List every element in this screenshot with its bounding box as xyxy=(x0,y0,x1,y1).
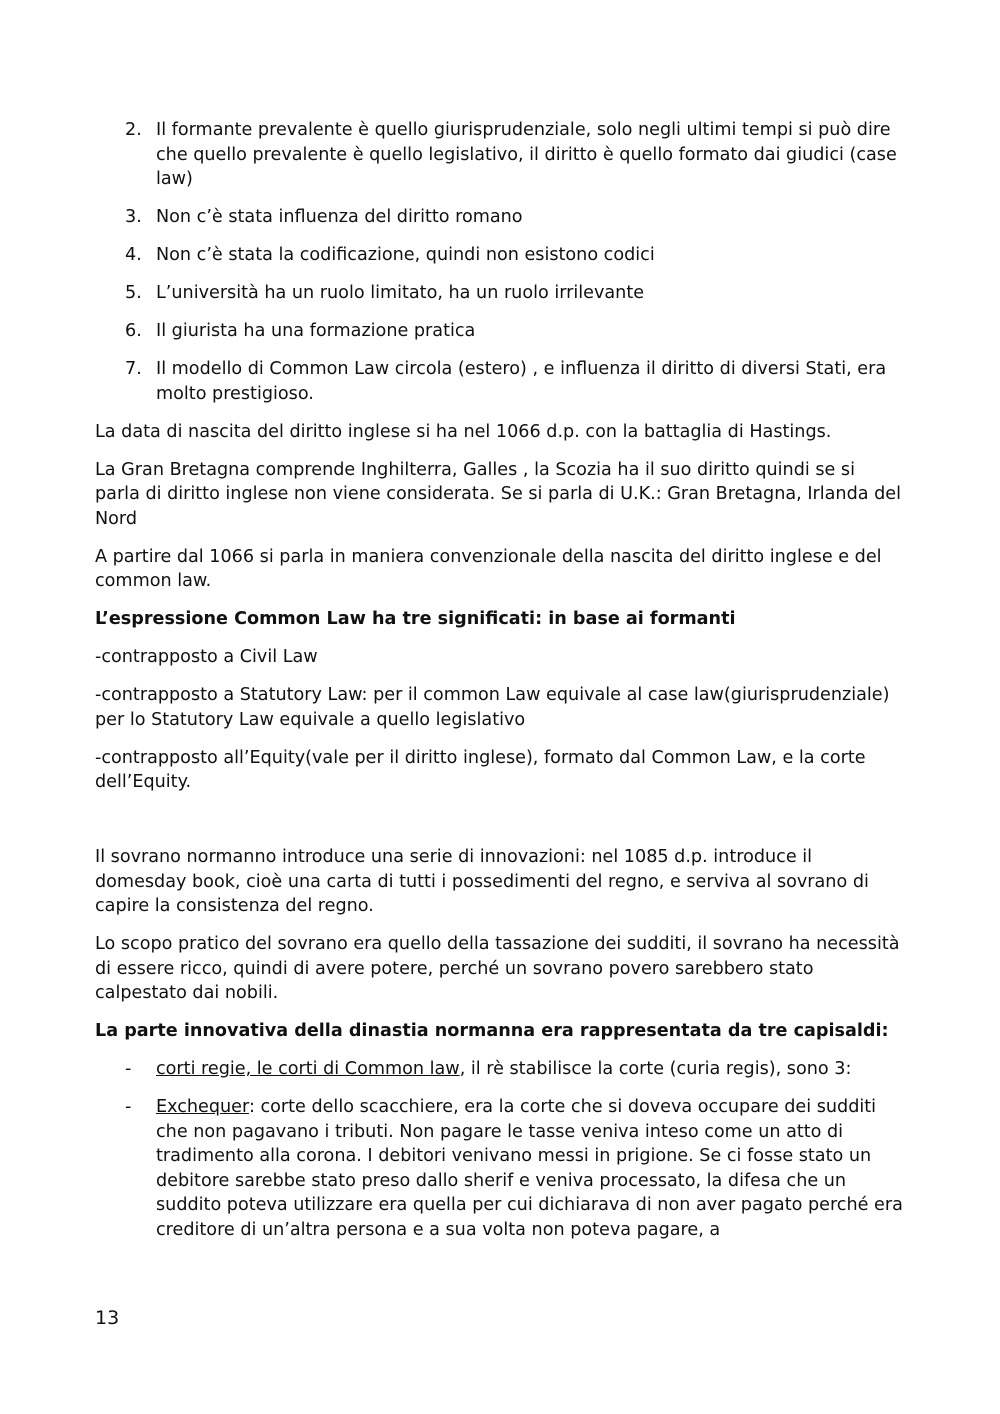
page-content xyxy=(95,118,905,1256)
dash-marker: - xyxy=(125,1097,132,1117)
list-item-text: , il rè stabilisce la corte (curia regis), sono 3: xyxy=(459,1059,852,1079)
paragraph-hastings: La data di nascita del diritto inglese si ha nel 1066 d.p. con la battaglia di Hastings. xyxy=(95,421,832,442)
list-number: 4. xyxy=(125,245,142,265)
list-item xyxy=(95,1057,905,1082)
list-item-text: Il formante prevalente è quello giurisprudenziale, solo negli ultimi tempi si può dire che quello prevalente è quello legislativo, il diritto è quello formato dai giudici (case law) xyxy=(156,120,897,189)
underlined-term: corti regie, le corti di Common law xyxy=(156,1059,460,1079)
list-item-text: Il giurista ha una formazione pratica xyxy=(156,321,476,341)
list-item-text: L’università ha un ruolo limitato, ha un ruolo irrilevante xyxy=(156,283,645,303)
dash-list xyxy=(95,1057,905,1242)
paragraph-domesday: Il sovrano normanno introduce una serie di innovazioni: nel 1085 d.p. introduce il domesday book, cioè una carta di tutti i possedimenti del regno, e serviva al sovrano di capire la consistenza del regno. xyxy=(95,847,869,916)
numbered-list xyxy=(95,118,905,406)
dash-marker: - xyxy=(125,1059,132,1079)
list-item xyxy=(95,319,905,344)
page-number: 13 xyxy=(95,1307,120,1329)
paragraph-1066: A partire dal 1066 si parla in maniera convenzionale della nascita del diritto inglese e del common law. xyxy=(95,546,882,591)
list-item xyxy=(95,357,905,406)
blank-line xyxy=(95,808,905,845)
paragraph-tassazione: Lo scopo pratico del sovrano era quello della tassazione dei sudditi, il sovrano ha necessità di essere ricco, quindi di avere potere, perché un sovrano povero sarebbero stato calpestato dai nobili. xyxy=(95,934,900,1003)
list-number: 3. xyxy=(125,207,142,227)
list-item xyxy=(95,205,905,230)
list-number: 2. xyxy=(125,120,142,140)
meaning-equity: -contrapposto all’Equity(vale per il diritto inglese), formato dal Common Law, e la corte dell’Equity. xyxy=(95,747,866,792)
list-item-text: Il modello di Common Law circola (estero) , e influenza il diritto di diversi Stati, era molto prestigioso. xyxy=(156,359,887,404)
meaning-statutory-law: -contrapposto a Statutory Law: per il common Law equivale al case law(giurisprudenziale) per lo Statutory Law equivale a quello legislativo xyxy=(95,685,890,730)
list-number: 5. xyxy=(125,283,142,303)
meaning-civil-law: -contrapposto a Civil Law xyxy=(95,647,318,667)
underlined-term: Exchequer xyxy=(156,1097,249,1117)
list-item-text: Non c’è stata la codificazione, quindi non esistono codici xyxy=(156,245,655,265)
list-number: 6. xyxy=(125,321,142,341)
list-item-text: Non c’è stata influenza del diritto romano xyxy=(156,207,523,227)
list-item xyxy=(95,1095,905,1242)
list-item xyxy=(95,118,905,192)
heading-meanings: L’espressione Common Law ha tre significati: in base ai formanti xyxy=(95,609,736,629)
list-item-text: : corte dello scacchiere, era la corte che si doveva occupare dei sudditi che non pagavano i tributi. Non pagare le tasse veniva inteso come un atto di tradimento alla corona. I debitori venivano messi in prigione. Se ci fosse stato un debitore sarebbe stato preso dallo sherif e veniva processato, la difesa che un suddito poteva utilizzare era quella per cui dichiarava di non aver pagato perché era creditore di un’altra persona e a sua volta non poteva pagare, a xyxy=(156,1097,903,1240)
list-item xyxy=(95,281,905,306)
list-number: 7. xyxy=(125,359,142,379)
list-item xyxy=(95,243,905,268)
paragraph-gran-bretagna: La Gran Bretagna comprende Inghilterra, Galles , la Scozia ha il suo diritto quindi se si parla di diritto inglese non viene considerata. Se si parla di U.K.: Gran Bretagna, Irlanda del Nord xyxy=(95,459,901,529)
heading-dynasty: La parte innovativa della dinastia normanna era rappresentata da tre capisaldi: xyxy=(95,1021,889,1041)
